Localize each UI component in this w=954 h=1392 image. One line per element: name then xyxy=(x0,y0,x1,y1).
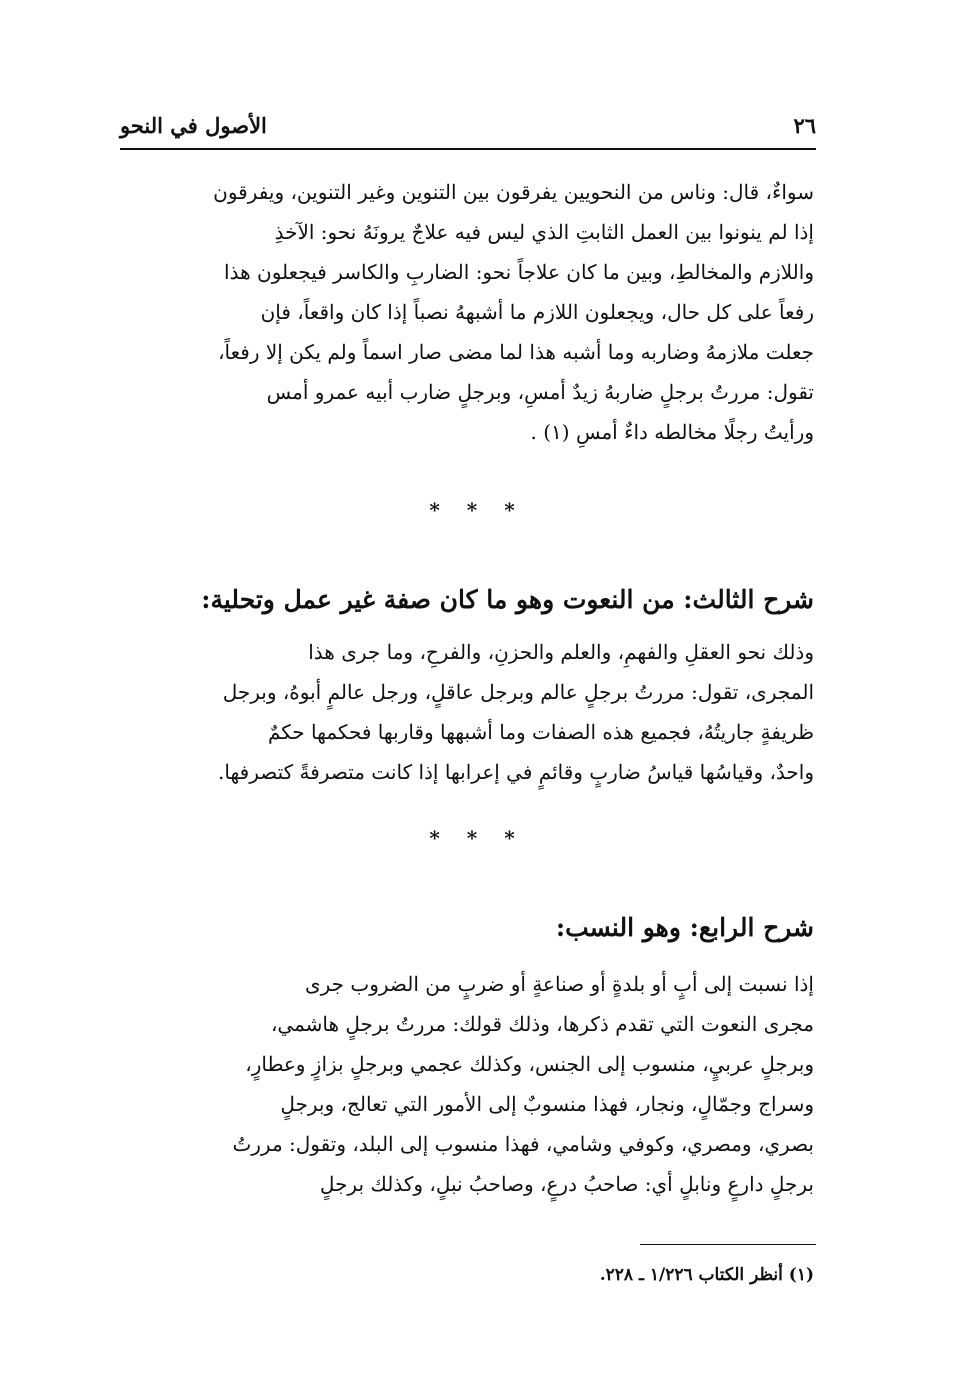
text-line: وذلك نحو العقلِ والفهمِ، والعلم والحزنِ، والفرحِ، وما جرى هذا xyxy=(308,640,814,664)
running-header xyxy=(120,106,816,144)
text-line: برجلٍ دارعٍ ونابلٍ أي: صاحبُ درعٍ، وصاحبُ نبلٍ، وكذلك برجلٍ xyxy=(319,1172,814,1196)
fourth-paragraph xyxy=(122,964,814,1204)
section-heading-third: شرح الثالث: من النعوت وهو ما كان صفة غير عمل وتحلية: xyxy=(201,585,814,614)
text-line: بصري، ومصري، وكوفي وشامي، فهذا منسوب إلى البلد، وتقول: مررتُ xyxy=(232,1132,814,1156)
text-line: وسراج وجمّالٍ، ونجار، فهذا منسوبٌ إلى الأمور التي تعالج، وبرجلٍ xyxy=(280,1092,814,1116)
header-rule xyxy=(120,148,816,150)
text-line: ورأيتُ رجلًا مخالطه داءٌ أمسِ (١) . xyxy=(530,420,814,444)
text-line: واحدٌ، وقياسُها قياسُ ضاربٍ وقائمٍ في إعرابها إذا كانت متصرفةً كتصرفها. xyxy=(218,760,814,784)
section-heading-fourth: شرح الرابع: وهو النسب: xyxy=(555,913,814,942)
third-paragraph xyxy=(122,632,814,792)
text-line: جعلت ملازمهُ وضاربه وما أشبه هذا لما مضى صار اسماً ولم يكن إلا رفعاً، xyxy=(218,340,814,364)
text-line: وبرجلٍ عربيٍ، منسوب إلى الجنس، وكذلك عجمي وبرجلٍ بزازٍ وعطارٍ، xyxy=(245,1052,814,1076)
page-number: ٢٦ xyxy=(793,112,816,138)
text-line: المجرى، تقول: مررتُ برجلٍ عالم وبرجل عاقلٍ، ورجل عالمٍ أبوهُ، وبرجل xyxy=(222,680,814,704)
text-line: واللازم والمخالطِ، وبين ما كان علاجاً نحو: الضاربِ والكاسر فيجعلون هذا xyxy=(224,260,814,284)
intro-paragraph xyxy=(122,172,814,452)
text-line: تقول: مررتُ برجلٍ ضاربهُ زيدٌ أمسِ، وبرجلٍ ضارب أبيه عمرو أمس xyxy=(266,380,814,404)
section-divider: * * * xyxy=(429,498,525,522)
section-divider: * * * xyxy=(429,826,525,850)
book-title: الأصول في النحو xyxy=(120,112,267,138)
text-line: ظريفةٍ جاريتُهُ، فجميع هذه الصفات وما أشبهها وقاربها فحكمها حكمٌ xyxy=(267,720,814,744)
text-line: رفعاً على كل حال، ويجعلون اللازم ما أشبههُ نصباً إذا كان واقعاً، فإن xyxy=(260,300,814,324)
text-line: سواءٌ، قال: وناس من النحويين يفرقون بين التنوين وغير التنوين، ويفرقون xyxy=(213,180,814,204)
footnote: (١) أنظر الكتاب ١/٢٢٦ ـ ٢٢٨. xyxy=(599,1265,814,1285)
text-line: إذا نسبت إلى أبٍ أو بلدةٍ أو صناعةٍ أو ضربٍ من الضروب جرى xyxy=(304,972,814,996)
text-line: مجرى النعوت التي تقدم ذكرها، وذلك قولك: مررتُ برجلٍ هاشمي، xyxy=(270,1012,814,1036)
text-line: إذا لم ينونوا بين العمل الثابتِ الذي ليس فيه علاجٌ يرونَهُ نحو: الآخذِ xyxy=(274,220,814,244)
footnote-rule xyxy=(640,1244,816,1245)
